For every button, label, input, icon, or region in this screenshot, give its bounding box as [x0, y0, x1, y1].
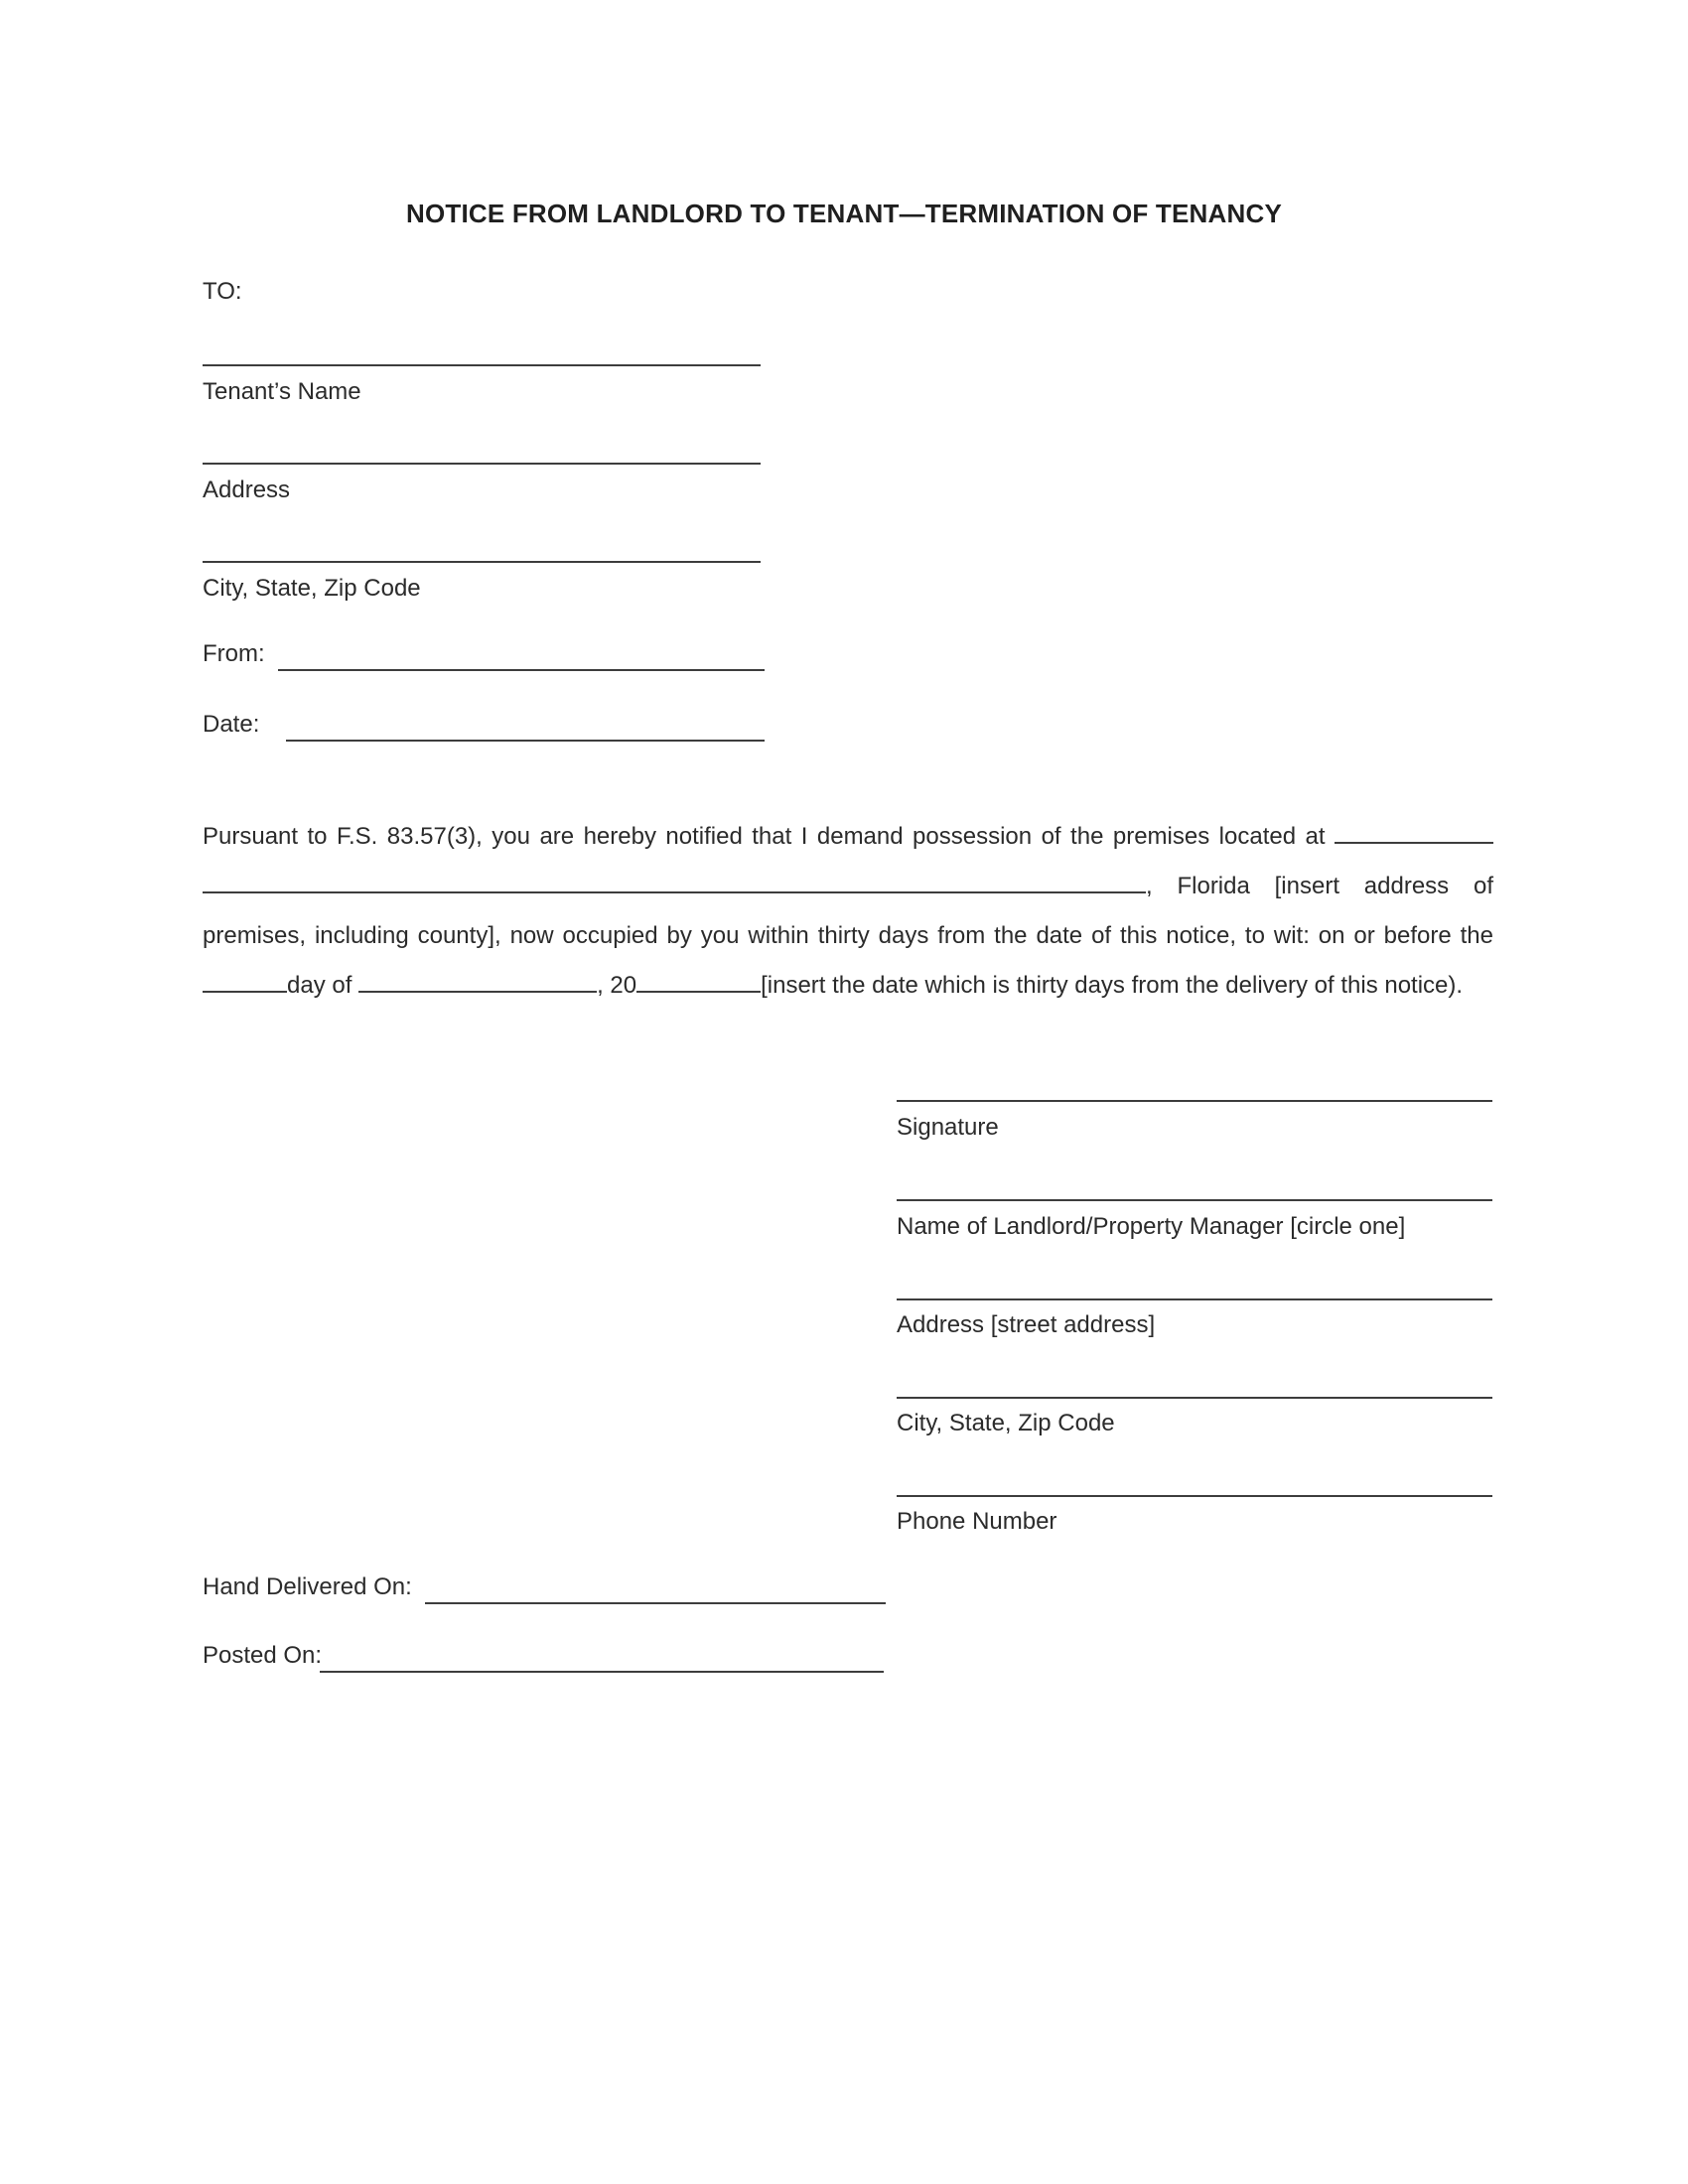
posted-on-label: Posted On: — [203, 1642, 323, 1669]
landlord-address-blank-line — [897, 1298, 1492, 1300]
to-label: TO: — [203, 278, 242, 305]
from-label: From: — [203, 640, 265, 667]
landlord-city-state-zip-label: City, State, Zip Code — [897, 1410, 1115, 1436]
document-title: NOTICE FROM LANDLORD TO TENANT—TERMINATION OF TENANCY — [405, 199, 1283, 228]
phone-blank-line — [897, 1495, 1492, 1497]
city-state-zip-blank-line — [203, 561, 761, 563]
notice-text-5: [insert the date which is thirty days from the delivery of this notice). — [761, 972, 1464, 999]
hand-delivered-blank-line — [425, 1602, 886, 1604]
city-state-zip-label: City, State, Zip Code — [203, 575, 421, 602]
hand-delivered-label: Hand Delivered On: — [203, 1573, 412, 1600]
notice-text-1: Pursuant to F.S. 83.57(3), you are hereby notified that I demand possession of the premises located at — [203, 823, 1326, 850]
notice-text-4: , 20 — [597, 972, 637, 999]
premises-address-blank-1 — [1335, 820, 1493, 844]
landlord-address-label: Address [street address] — [897, 1311, 1156, 1338]
signature-label: Signature — [897, 1114, 999, 1141]
date-label: Date: — [203, 711, 260, 738]
premises-address-blank-2 — [203, 870, 1146, 893]
year-blank — [636, 969, 761, 993]
tenant-name-blank-line — [203, 364, 761, 366]
month-blank — [358, 969, 597, 993]
signature-blank-line — [897, 1100, 1492, 1102]
posted-on-blank-line — [320, 1671, 884, 1673]
tenant-name-label: Tenant’s Name — [203, 378, 361, 405]
landlord-name-blank-line — [897, 1199, 1492, 1201]
date-blank-line — [286, 740, 765, 742]
address-label: Address — [203, 477, 291, 503]
day-blank — [203, 969, 287, 993]
from-blank-line — [278, 669, 765, 671]
phone-label: Phone Number — [897, 1508, 1057, 1535]
notice-text-3: day of — [287, 972, 352, 999]
notice-paragraph — [203, 812, 1493, 1011]
landlord-name-label: Name of Landlord/Property Manager [circle one] — [897, 1213, 1406, 1240]
notice-text-2: , Florida [insert address of premises, including county], now occupied by you within thirty days from the date of this notice, to wit: on or before the — [203, 873, 1493, 949]
landlord-city-state-zip-blank-line — [897, 1397, 1492, 1399]
address-blank-line — [203, 463, 761, 465]
